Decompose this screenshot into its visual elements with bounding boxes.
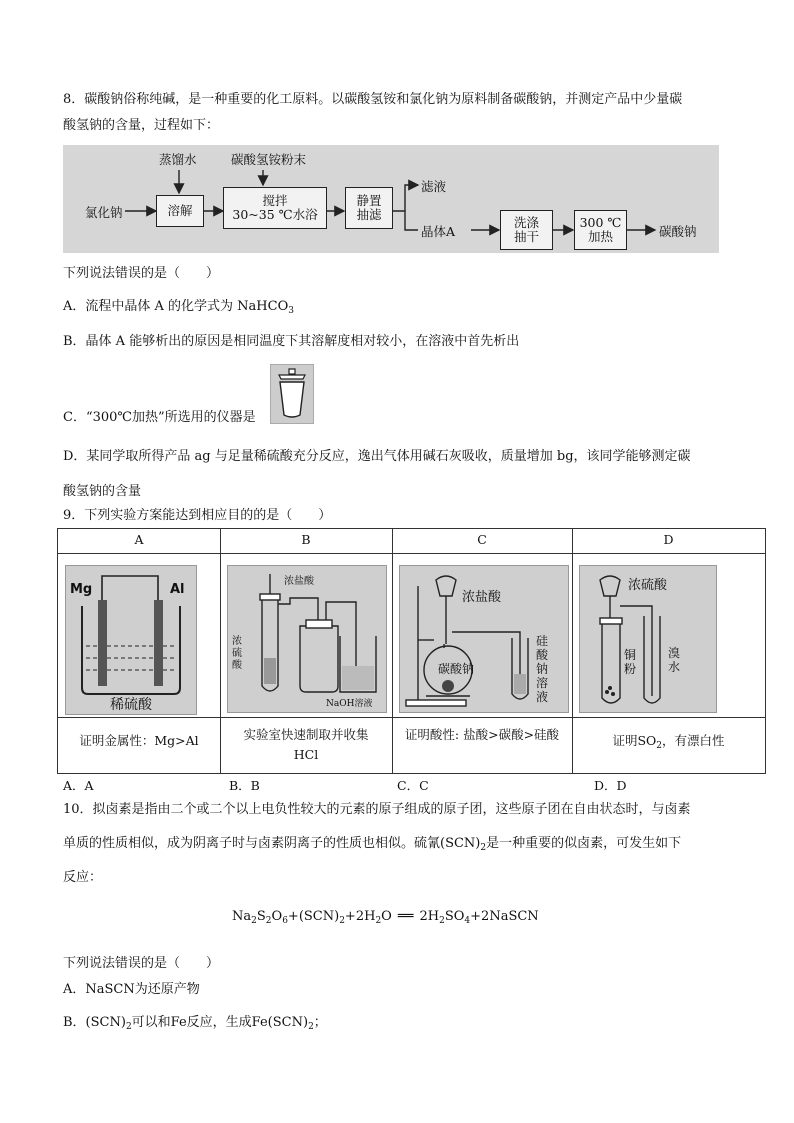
flow-dissolve-label: 溶解 (167, 203, 193, 218)
label-bromine-water: 溴水 (668, 646, 681, 674)
crucible-image (270, 364, 314, 424)
q9-option-d: D．D (594, 778, 627, 793)
flow-stir-label: 搅拌 (262, 193, 288, 208)
label-copper-powder: 铜粉 (624, 648, 637, 676)
label-conc-hcl: 浓盐酸 (284, 576, 314, 587)
flow-water-label: 蒸馏水 (159, 152, 197, 167)
q8-option-c: C．“300℃加热”所选用的仪器是 (63, 410, 256, 425)
flow-heat-label-1: 300 ℃ (579, 215, 622, 230)
q9-table (57, 528, 766, 774)
col-header-a: A (134, 532, 144, 547)
caption-a: 证明金属性：Mg>Al (79, 733, 199, 748)
q9-option-b: B．B (229, 778, 260, 793)
flow-stir-condition: 30~35 ℃水浴 (232, 207, 318, 222)
label-sodium-silicate: 硅酸钠溶液 (536, 634, 549, 704)
label-mg: Mg (70, 582, 93, 597)
flow-heat-box (574, 210, 627, 250)
flow-filter-label-2: 抽滤 (356, 207, 382, 222)
q8-flow-chart (63, 145, 719, 253)
flow-filtrate-label: 滤液 (421, 179, 447, 194)
q8-intro-line1: 8．碳酸钠俗称纯碱，是一种重要的化工原料。以碳酸氢铵和氯化钠为原料制备碳酸钠，并测定产品中少量碳 (63, 92, 683, 107)
q8-option-b: B．晶体 A 能够析出的原因是相同温度下其溶解度相对较小，在溶液中首先析出 (63, 334, 520, 349)
apparatus-a (65, 565, 197, 715)
apparatus-c (399, 565, 569, 713)
label-conc-h2so4-d: 浓硫酸 (628, 578, 668, 593)
flow-stir-box (223, 187, 327, 229)
flow-wash-label-2: 抽干 (513, 229, 539, 244)
q10-stem: 下列说法错误的是（ ） (63, 956, 220, 971)
col-header-d: D (663, 532, 674, 547)
caption-b: 实验室快速制取并收集 HCl (243, 727, 369, 762)
q10-line2: 单质的性质相似，成为阴离子时与卤素阴离子的性质也相似。硫氰$(SCN)_2$是一种重要的似卤素，可发生如下 (63, 836, 682, 853)
col-header-b: B (301, 532, 311, 547)
label-conc-h2so4: 浓硫酸 (232, 636, 242, 671)
q8-option-a: A．流程中晶体 A 的化学式为 NaHCO$_3$ (63, 299, 294, 316)
apparatus-b (227, 565, 387, 713)
flow-product-label: 碳酸钠 (659, 224, 697, 239)
caption-d: 证明$SO_2$，有漂白性 (612, 733, 725, 751)
q10-line1: 10．拟卤素是指由二个或二个以上电负性较大的元素的原子组成的原子团，这些原子团在自由状态时，与卤素 (63, 802, 691, 817)
label-naoh: NaOH溶液 (326, 699, 373, 709)
crucible-icon (271, 365, 313, 423)
col-header-c: C (477, 532, 487, 547)
label-conc-hcl-c: 浓盐酸 (462, 590, 502, 605)
flow-wash-box (500, 210, 553, 250)
q10-option-b: B．$(SCN)_2$可以和Fe反应，生成$Fe(SCN)_2$； (63, 1015, 327, 1032)
q9-option-c: C．C (397, 778, 429, 793)
flow-dissolve-box (156, 195, 204, 227)
q10-option-a: A．NaSCN为还原产物 (63, 982, 200, 997)
q8-intro-line2: 酸氢钠的含量，过程如下： (63, 118, 220, 133)
q10-equation: $Na_2S_2O_6+(SCN)_2+2H_2O$ ══ $2H_2SO_4+2NaSCN$ (232, 909, 539, 926)
q9-option-a: A．A (63, 778, 94, 793)
label-dilute-sulfuric: 稀硫酸 (110, 697, 152, 713)
hcl-generator-icon (228, 566, 386, 712)
apparatus-d (579, 565, 717, 713)
q8-option-d-line2: 酸氢钠的含量 (63, 484, 142, 499)
flow-powder-label: 碳酸氢铵粉末 (231, 152, 307, 167)
label-sodium-carbonate: 碳酸钠 (438, 662, 475, 676)
q9-stem: 9．下列实验方案能达到相应目的的是（ ） (63, 508, 332, 523)
flow-heat-label-2: 加热 (587, 229, 613, 244)
label-al: Al (170, 582, 185, 597)
q8-stem: 下列说法错误的是（ ） (63, 266, 220, 281)
flow-start-label: 氯化钠 (85, 205, 123, 220)
flow-crystal-label: 晶体A (421, 224, 456, 239)
caption-c: 证明酸性: 盐酸>碳酸>硅酸 (404, 727, 560, 742)
flow-wash-label-1: 洗涤 (513, 215, 539, 230)
q10-line3: 反应： (63, 870, 103, 885)
flow-filter-box (345, 187, 393, 229)
flow-filter-label-1: 静置 (356, 193, 382, 208)
q8-option-d-line1: D．某同学取所得产品 ag 与足量稀硫酸充分反应，逸出气体用碱石灰吸收，质量增加 bg，该同学能够测定碳 (63, 449, 691, 464)
